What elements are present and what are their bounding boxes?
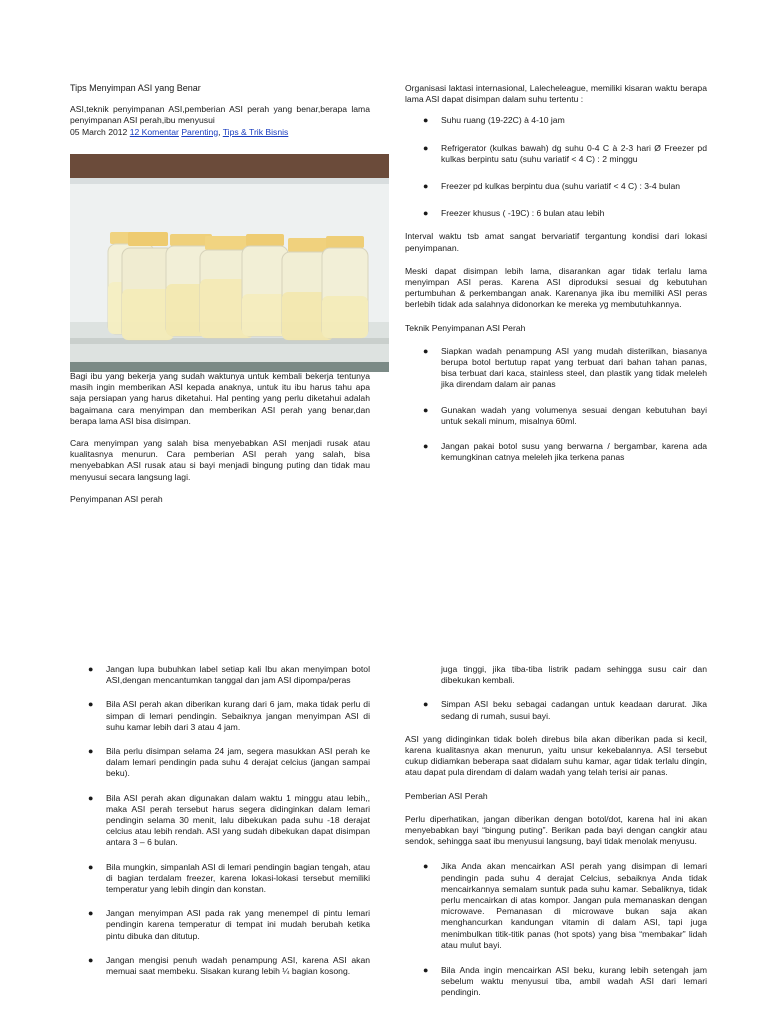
lalecheleague-intro: Organisasi laktasi internasional, Lalecheleague, memiliki kisaran waktu berapa lama ASI dapat disimpan dalam suhu tertentu : — [405, 83, 707, 105]
bullet-icon: ● — [423, 965, 429, 976]
fridge-shelf-image — [70, 154, 389, 372]
feeding-paragraph: Perlu diperhatikan, jangan diberikan dengan botol/dot, karena hal ini akan menyebabkan bayi “bingung puting”. Berikan pada bayi dengan cangkir atau sendok, sehingga saat ibu menyusui langsung, bayi tidak menolak menyusu. — [405, 813, 707, 847]
bullet-icon: ● — [88, 954, 94, 965]
tips-link[interactable]: Tips & Trik Bisnis — [222, 126, 289, 137]
bullet-icon: ● — [423, 699, 429, 710]
comments-link[interactable]: 12 Komentar — [129, 126, 179, 137]
technique-list — [405, 346, 707, 464]
bullet-icon: ● — [88, 746, 94, 757]
bullet-icon: ● — [88, 699, 94, 710]
interval-paragraph: Interval waktu tsb amat sangat bervariatif tergantung kondisi dari lokasi penyimpanan. — [405, 231, 707, 253]
list-item: ● Bila ASI perah akan digunakan dalam waktu 1 minggu atau lebih,, maka ASI perah tersebut harus segera didinginkan dalam lemari pendingin selama 30 menit, lalu dibekukan pada suhu -18 derajat celcius atau lebih rendah. ASI yang sudah dibekukan dapat disimpan antara 3 – 6 bulan. — [88, 792, 370, 848]
page1-left-body — [70, 371, 370, 505]
continued-text: juga tinggi, jika tiba-tiba listrik padam sehingga susu cair dan dibekukan kembali. — [441, 664, 707, 686]
bullet-icon: ● — [423, 181, 429, 192]
bullet-icon: ● — [423, 345, 429, 356]
list-item: ● Siapkan wadah penampung ASI yang mudah disterilkan, biasanya berupa botol bertutup rapat yang terbuat dari bahan tahan panas, bisa terbuat dari kaca, stainless steel, dan plastik yang tidak meleleh jika direndam dalam air panas — [423, 345, 707, 390]
list-item: ● Freezer khusus ( -19C) : 6 bulan atau lebih — [423, 208, 605, 219]
article-title: Tips Menyimpan ASI yang Benar — [70, 83, 201, 93]
bullet-icon: ● — [423, 115, 429, 126]
bullet-icon: ● — [88, 861, 94, 872]
article-date: 05 March 2012 — [70, 126, 128, 137]
list-item: ● Refrigerator (kulkas bawah) dg suhu 0-4 C à 2-3 hari Ø Freezer pd kulkas berpintu satu (suhu variatif < 4 C) : 2 minggu — [423, 142, 707, 164]
list-item: ● Bila Anda ingin mencairkan ASI beku, kurang lebih setengah jam sebelum waktu menyusui tiba, ambil wadah ASI dari lemari pendingin. — [423, 965, 707, 998]
list-item: ● Jangan lupa bubuhkan label setiap kali Ibu akan menyimpan botol ASI,dengan mencantumkan tanggal dan jam ASI dipompa/peras — [88, 664, 370, 686]
list-item: ● Freezer pd kulkas berpintu dua (suhu variatif < 4 C) : 3-4 bulan — [423, 181, 681, 192]
list-item: ● Simpan ASI beku sebagai cadangan untuk keadaan darurat. Jika sedang di rumah, susui bayi. — [423, 699, 707, 721]
bullet-icon: ● — [88, 908, 94, 919]
bullet-icon: ● — [423, 404, 429, 415]
section-heading-pemberian: Pemberian ASI Perah — [405, 790, 488, 801]
page1-right-column — [405, 83, 707, 463]
emergency-list — [405, 699, 707, 721]
warning-paragraph: Cara menyimpan yang salah bisa menyebabkan ASI menjadi rusak atau kualitasnya menurun. Cara pemberian ASI perah yang salah, bisa menyebabkan ASI rusak atau si bayi menjadi bingung puting dan tidak mau menyusui secara langsung lagi. — [70, 438, 370, 482]
article-subtitle: ASI,teknik penyimpanan ASI,pemberian ASI perah yang benar,berapa lama penyimpanan ASI perah,ibu menyusui — [70, 104, 370, 126]
warming-paragraph: ASI yang didinginkan tidak boleh direbus bila akan diberikan pada si kecil, karena kualitasnya akan menurun, yaitu unsur kekebalannya. ASI tersebut cukup didiamkan beberapa saat didalam suhu kamar, agar tidak terlalu dingin, atau dapat pula direndam di dalam wadah yang telah terisi air panas. — [405, 733, 707, 778]
bullet-icon: ● — [423, 142, 429, 153]
list-item: ● Bila mungkin, simpanlah ASI di lemari pendingin bagian tengah, atau di bagian terdalam freezer, karena lokasi-lokasi tersebut memiliki temperatur yang lebih dingin dan konstan. — [88, 861, 370, 895]
list-item: ● Suhu ruang (19-22C) à 4-10 jam — [423, 115, 565, 126]
bullet-icon: ● — [423, 441, 429, 452]
section-heading-teknik: Teknik Penyimpanan ASI Perah — [405, 322, 526, 333]
breast-milk-bottles-photo — [70, 154, 389, 372]
thawing-list — [405, 861, 707, 998]
article-meta — [70, 127, 370, 138]
list-item: ● Jangan menyimpan ASI pada rak yang menempel di pintu lemari pendingin karena temperatur di tempat ini mudah berubah ketika pintu dibuka dan ditutup. — [88, 908, 370, 941]
list-item: ● Jangan pakai botol susu yang berwarna / bergambar, karena ada kemungkinan catnya meleleh jika terkena panas — [423, 441, 707, 463]
page1-left-column — [70, 83, 370, 138]
bullet-icon: ● — [423, 861, 429, 872]
section-heading-penyimpanan: Penyimpanan ASI perah — [70, 493, 163, 504]
bullet-icon: ● — [88, 792, 94, 803]
list-item: ● Jangan mengisi penuh wadah penampung ASI, karena ASI akan memuai saat membeku. Sisakan kurang lebih ¼ bagian kosong. — [88, 954, 370, 977]
link-separator: , — [218, 126, 223, 137]
list-item: ● Bila ASI perah akan diberikan kurang dari 6 jam, maka tidak perlu di simpan di lemari pendingin. Sebaiknya jangan menyimpan ASI di suhu kamar lebih dari 3 atau 4 jam. — [88, 699, 370, 732]
storage-duration-list — [405, 115, 707, 219]
list-item: ● Gunakan wadah yang volumenya sesuai dengan kebutuhan bayi untuk sekali minum, misalnya 60ml. — [423, 404, 707, 426]
list-item: ● Jika Anda akan mencairkan ASI perah yang disimpan di lemari pendingin pada suhu 4 derajat Celcius, sebaiknya Anda tidak mencairkannya semalam suntuk pada suhu kamar. Sebaliknya, tidak perlu mencairkan di atas kompor. Jangan pula memanaskan dengan microwave. Pemanasan di microwave bukan saja akan menghancurkan kandungan vitamin di dalam ASI, tapi juga menimbulkan titik-titik panas (hot spots) yang bisa “membakar” lidah atau mulut bayi. — [423, 861, 707, 950]
list-item: ● Bila perlu disimpan selama 24 jam, segera masukkan ASI perah ke dalam lemari pendingin pada suhu 4 derajat celcius (jangan sampai beku). — [88, 746, 370, 779]
bullet-icon: ● — [88, 664, 94, 674]
intro-paragraph: Bagi ibu yang bekerja yang sudah waktunya untuk kembali bekerja tentunya masih ingin memberikan ASI kepada anaknya, untuk itu ibu harus tahu apa saja persiapan yang harus diketahui. Hal penting yang perlu diketahui adalah bagaimana cara menyimpan dan memberikan ASI perah yang benar,dan berapa lama ASI bisa disimpan. — [70, 371, 370, 426]
bullet-icon: ● — [423, 208, 429, 219]
storage-tips-list — [70, 664, 370, 977]
donation-paragraph: Meski dapat disimpan lebih lama, disarankan agar tidak terlalu lama menyimpan ASI peras. Karena ASI diproduksi sesuai dg kebutuhan pertumbuhan & perkembangan anak. Karenanya jika ibu memiliki ASI peras berlebih tidak ada salahnya didonorkan ke mereka yg membutuhkannya. — [405, 265, 707, 310]
parenting-link[interactable]: Parenting — [181, 126, 219, 137]
page2-right-column — [405, 664, 707, 999]
page2-left-column — [70, 664, 370, 977]
